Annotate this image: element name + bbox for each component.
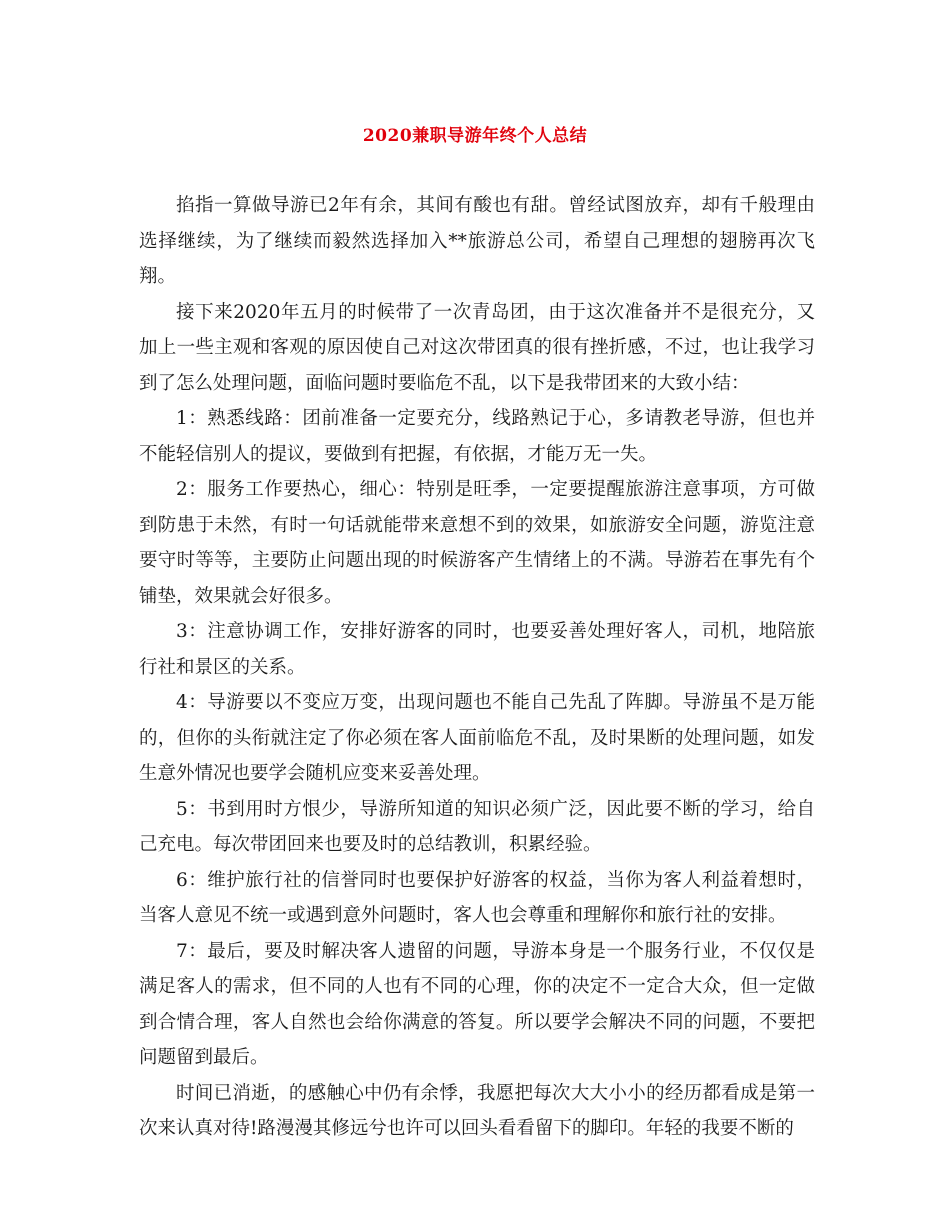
paragraph: 6：维护旅行社的信誉同时也要保护好游客的权益，当你为客人利益着想时，当客人意见不统一或遇到意外问题时，客人也会尊重和理解你和旅行社的安排。	[139, 869, 815, 926]
paragraph: 4：导游要以不变应万变，出现问题也不能自己先乱了阵脚。导游虽不是万能的，但你的头衔就注定了你必须在客人面前临危不乱，及时果断的处理问题，如发生意外情况也要学会随机应变来妥善处理。	[139, 692, 815, 784]
paragraph: 3：注意协调工作，安排好游客的同时，也要妥善处理好客人，司机，地陪旅行社和景区的关系。	[139, 621, 815, 678]
paragraph: 1：熟悉线路：团前准备一定要充分，线路熟记于心，多请教老导游，但也并不能轻信别人的提议，要做到有把握，有依据，才能万无一失。	[139, 408, 815, 465]
document-body	[139, 188, 815, 1147]
document-title: 2020兼职导游年终个人总结	[362, 126, 588, 146]
paragraph: 掐指一算做导游已2年有余，其间有酸也有甜。曾经试图放弃，却有千般理由选择继续，为了继续而毅然选择加入**旅游总公司，希望自己理想的翅膀再次飞翔。	[139, 195, 815, 287]
paragraph: 7：最后，要及时解决客人遗留的问题，导游本身是一个服务行业，不仅仅是满足客人的需求，但不同的人也有不同的心理，你的决定不一定合大众，但一定做到合情合理，客人自然也会给你满意的答复。所以要学会解决不同的问题，不要把问题留到最后。	[139, 940, 815, 1068]
paragraph: 时间已消逝，的感触心中仍有余悸，我愿把每次大大小小的经历都看成是第一次来认真对待!路漫漫其修远兮也许可以回头看看留下的脚印。年轻的我要不断的	[139, 1082, 815, 1139]
paragraph: 接下来2020年五月的时候带了一次青岛团，由于这次准备并不是很充分，又加上一些主观和客观的原因使自己对这次带团真的很有挫折感，不过，也让我学习到了怎么处理问题，面临问题时要临危不乱，以下是我带团来的大致小结：	[139, 301, 815, 394]
paragraph: 5：书到用时方恨少，导游所知道的知识必须广泛，因此要不断的学习，给自己充电。每次带团回来也要及时的总结教训，积累经验。	[139, 798, 815, 855]
paragraph: 2：服务工作要热心，细心：特别是旺季，一定要提醒旅游注意事项，方可做到防患于未然，有时一句话就能带来意想不到的效果，如旅游安全问题，游览注意要守时等等，主要防止问题出现的时候游客产生情绪上的不满。导游若在事先有个铺垫，效果就会好很多。	[139, 479, 815, 607]
